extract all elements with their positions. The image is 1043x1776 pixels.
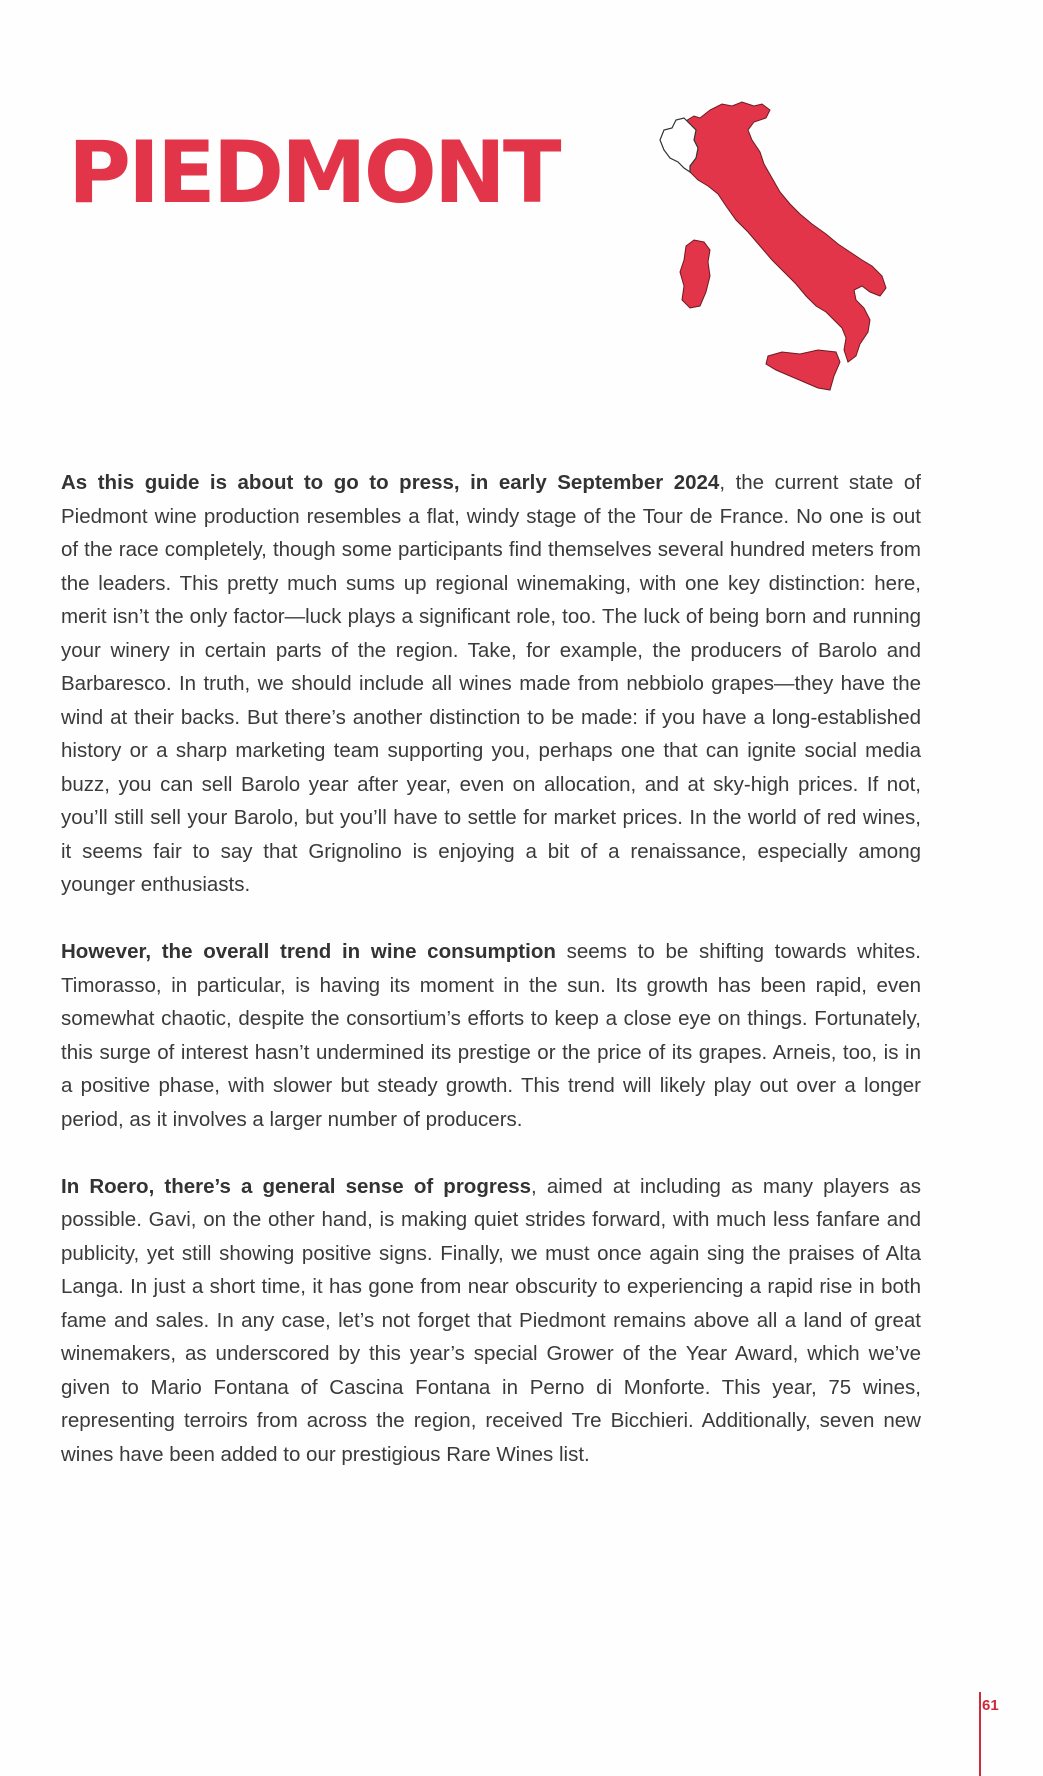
paragraph-lead: However, the overall trend in wine consumption [61, 940, 556, 963]
paragraph [61, 935, 921, 1136]
paragraph-text: , aimed at including as many players as possible. Gavi, on the other hand, is making quiet strides forward, with much less fanfare and publicity, yet still showing positive signs. Finally, we must once again sing the praises of Alta Langa. In just a short time, it has gone from near obscurity to experiencing a rapid rise in both fame and sales. In any case, let’s not forget that Piedmont remains above all a land of great winemakers, as underscored by this year’s special Grower of the Year Award, which we’ve given to Mario Fontana of Cascina Fontana in Perno di Monforte. This year, 75 wines, representing terroirs from across the region, received Tre Bicchieri. Additionally, seven new wines have been added to our prestigious Rare Wines list. [61, 1174, 921, 1466]
paragraph [61, 466, 921, 902]
paragraph [61, 1170, 921, 1472]
italy-map-icon [650, 100, 930, 420]
piedmont-region-shape [660, 118, 698, 172]
paragraph-lead: As this guide is about to go to press, in early September 2024 [61, 471, 720, 494]
sardinia-shape [680, 240, 710, 308]
page-number: 61 [982, 1697, 999, 1714]
page-title: PIEDMONT [68, 123, 559, 223]
italy-mainland-shape [662, 102, 886, 362]
paragraph-lead: In Roero, there’s a general sense of progress [61, 1174, 532, 1198]
paragraph-text: , the current state of Piedmont wine production resembles a flat, windy stage of the Tour de France. No one is out of the race completely, though some participants find themselves several hundred meters from the leaders. This pretty much sums up regional winemaking, with one key distinction: here, merit isn’t the only factor—luck plays a significant role, too. The luck of being born and running your winery in certain parts of the region. Take, for example, the producers of Barolo and Barbaresco. In truth, we should include all wines made from nebbiolo grapes—they have the wind at their backs. But there’s another distinction to be made: if you have a long-established history or a sharp marketing team supporting you, perhaps one that can ignite social media buzz, you can sell Barolo year after year, even on allocation, and at sky-high prices. If not, you’ll still sell your Barolo, but you’ll have to settle for market prices. In the world of red wines, it seems fair to say that Grignolino is enjoying a bit of a renaissance, especially among younger enthusiasts. [61, 471, 921, 896]
paragraph-text: seems to be shifting towards whites. Timorasso, in particular, is having its moment in the sun. Its growth has been rapid, even somewhat chaotic, despite the consortium’s efforts to keep a close eye on things. Fortunately, this surge of interest hasn’t undermined its prestige or the price of its grapes. Arneis, too, is in a positive phase, with slower but steady growth. This trend will likely play out over a longer period, as it involves a larger number of producers. [61, 940, 921, 1131]
article-body [61, 466, 921, 1505]
sicily-shape [766, 350, 840, 390]
page-number-rule [979, 1692, 981, 1776]
